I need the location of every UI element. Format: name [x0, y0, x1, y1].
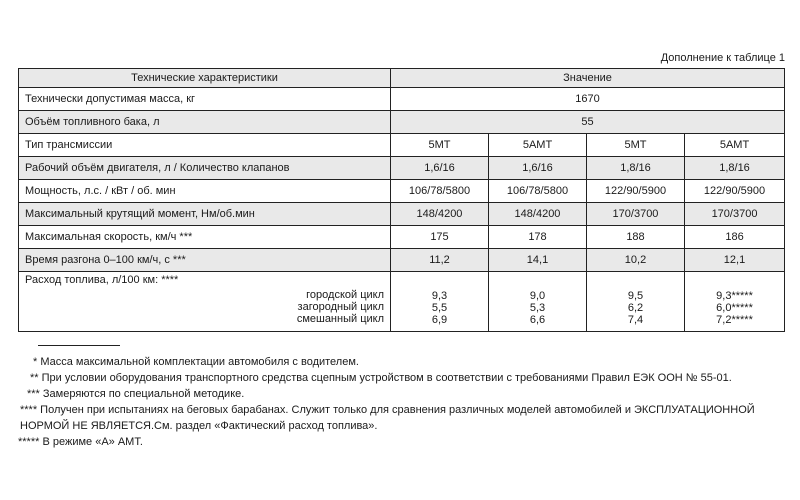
footnote: **** Получен при испытаниях на беговых барабанах. Служит только для сравнения различных моделей автомобилей и ЭКСПЛУАТАЦИОННОЙ НОРМОЙ НЕ ЯВЛЯЕТСЯ.См. раздел «Фактический расход топлива».	[20, 404, 755, 432]
cell-value: 6,6	[529, 314, 546, 326]
cell: 106/78/5800	[391, 180, 489, 203]
cell-value: 9,3*****	[716, 290, 753, 302]
row-label: Время разгона 0–100 км/ч, с ***	[19, 249, 391, 272]
cell: 122/90/5900	[685, 180, 785, 203]
footnote: ** При условии оборудования транспортного средства сцепным устройством в соответствии с требованиями Правил ЕЭК ООН № 55-01.	[30, 372, 732, 384]
cell: 14,1	[489, 249, 587, 272]
table-caption: Дополнение к таблице 1	[660, 52, 785, 64]
table-row	[19, 111, 785, 134]
cell: 148/4200	[489, 203, 587, 226]
header-value: Значение	[391, 69, 785, 88]
cell	[685, 272, 785, 332]
cell: 188	[587, 226, 685, 249]
footnote: *** Замеряются по специальной методике.	[27, 388, 245, 400]
cycle-label: смешанный цикл	[296, 313, 384, 325]
table-header-row	[19, 69, 785, 88]
cell: 186	[685, 226, 785, 249]
cell: 12,1	[685, 249, 785, 272]
cell	[391, 272, 489, 332]
cell: 10,2	[587, 249, 685, 272]
cell-value: 7,4	[627, 314, 644, 326]
cell-value: 9,0	[529, 290, 546, 302]
cell-value: 7,2*****	[716, 314, 753, 326]
row-label: Тип трансмиссии	[19, 134, 391, 157]
cell: 5МТ	[391, 134, 489, 157]
cell: 148/4200	[391, 203, 489, 226]
cell: 1,8/16	[587, 157, 685, 180]
footnote: * Масса максимальной комплектации автомобиля с водителем.	[33, 356, 359, 368]
cell: 178	[489, 226, 587, 249]
cell: 5АМТ	[685, 134, 785, 157]
row-label: Максимальная скорость, км/ч ***	[19, 226, 391, 249]
cell: 170/3700	[685, 203, 785, 226]
table-row	[19, 203, 785, 226]
table-row	[19, 157, 785, 180]
table-row	[19, 134, 785, 157]
row-label: Технически допустимая масса, кг	[19, 88, 391, 111]
row-value: 55	[391, 111, 785, 134]
specs-table	[18, 68, 785, 332]
cell: 1,8/16	[685, 157, 785, 180]
cell-value: 5,3	[529, 302, 546, 314]
cell	[587, 272, 685, 332]
row-label: Мощность, л.с. / кВт / об. мин	[19, 180, 391, 203]
cell: 106/78/5800	[489, 180, 587, 203]
fuel-label-cell	[19, 272, 391, 332]
cell-value: 6,9	[431, 314, 448, 326]
row-value: 1670	[391, 88, 785, 111]
header-param: Технические характеристики	[19, 69, 391, 88]
cycle-label: городской цикл	[306, 289, 384, 301]
footnotes	[18, 354, 788, 450]
cell-value: 5,5	[431, 302, 448, 314]
row-label: Объём топливного бака, л	[19, 111, 391, 134]
footnote-divider	[38, 345, 120, 346]
footnote: ***** В режиме «А» АМТ.	[18, 436, 143, 448]
table-row	[19, 249, 785, 272]
cell: 1,6/16	[489, 157, 587, 180]
cell	[489, 272, 587, 332]
row-label: Максимальный крутящий момент, Нм/об.мин	[19, 203, 391, 226]
cell: 122/90/5900	[587, 180, 685, 203]
row-label: Рабочий объём двигателя, л / Количество клапанов	[19, 157, 391, 180]
cell: 11,2	[391, 249, 489, 272]
cell-value: 6,2	[627, 302, 644, 314]
cell: 170/3700	[587, 203, 685, 226]
cell: 1,6/16	[391, 157, 489, 180]
cell: 175	[391, 226, 489, 249]
table-row	[19, 180, 785, 203]
table-row	[19, 226, 785, 249]
table-row-fuel	[19, 272, 785, 332]
cell-value: 9,5	[627, 290, 644, 302]
cell: 5АМТ	[489, 134, 587, 157]
cell: 5МТ	[587, 134, 685, 157]
row-label: Расход топлива, л/100 км: ****	[25, 274, 179, 286]
table-row	[19, 88, 785, 111]
cell-value: 6,0*****	[716, 302, 753, 314]
cycle-label: загородный цикл	[297, 301, 384, 313]
cell-value: 9,3	[431, 290, 448, 302]
